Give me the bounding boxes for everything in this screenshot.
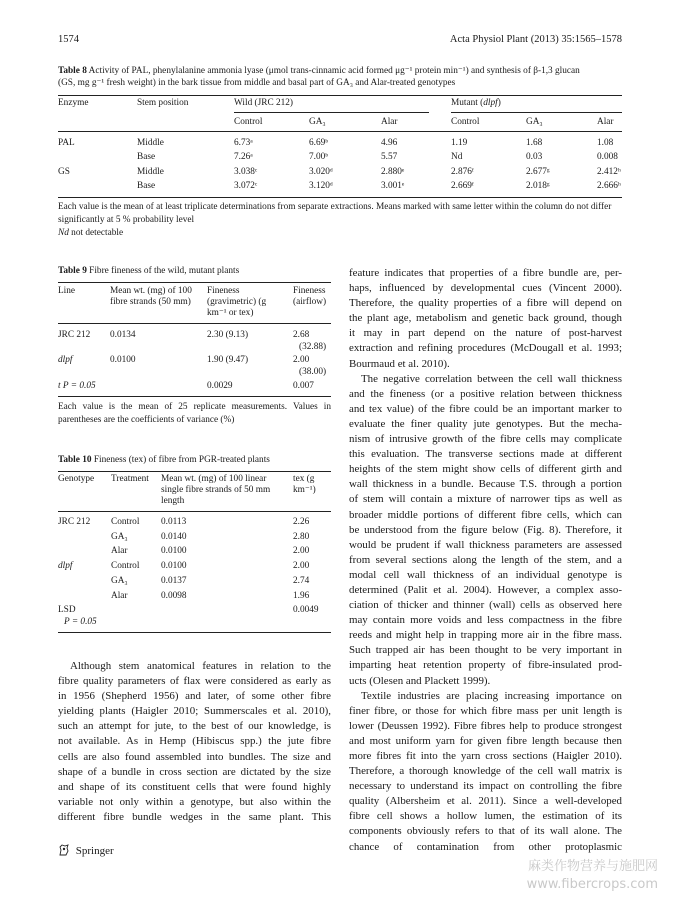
text-line: haps, influenced by developmental cues (Vincent 2000). xyxy=(349,282,622,295)
text-line: feature indicates that properties of a fibre bundle are, per- xyxy=(349,267,622,279)
table8-head-rule xyxy=(58,131,622,132)
t9-air-cv: (38.00) xyxy=(299,367,327,377)
text-line: it may in part depend on the nature of post-harvest xyxy=(349,327,622,340)
t10-genotype: dlpf xyxy=(58,561,73,571)
t8-mutant-label: Mutant (dlpf) xyxy=(451,98,501,108)
t8-value: 2.412ʰ xyxy=(597,167,621,177)
text-line: The negative correlation between the cell wall thickness xyxy=(361,372,622,385)
t10-tex: 1.96 xyxy=(293,591,310,601)
t9-col-mean: Mean wt. (mg) of 100 fibre strands (50 mm) xyxy=(110,286,192,307)
t8-col-stem: Stem position xyxy=(137,98,189,108)
t10-tex: 2.00 xyxy=(293,561,310,571)
site-watermark xyxy=(527,858,658,894)
text-line: and the fineness (or a positive relation between thickness xyxy=(349,387,622,400)
t8-col-mutant xyxy=(451,98,501,109)
text-line: fibre quality parameters of flax were considered as early as xyxy=(58,675,331,688)
t10-lsd-p: P = 0.05 xyxy=(64,617,97,627)
table10-bottom-rule xyxy=(58,632,331,633)
text-line: this evaluation. The transverse sections made at different xyxy=(349,448,622,461)
table10-label: Table 10 xyxy=(58,455,92,465)
t10-tex: 2.80 xyxy=(293,532,310,542)
t8-value: 3.038ᶜ xyxy=(234,167,258,177)
t8-value: 6.73ᵃ xyxy=(234,138,253,148)
table8-label: Table 8 xyxy=(58,66,87,76)
nd-abbrev: Nd xyxy=(58,228,69,238)
table8-top-rule xyxy=(58,95,622,96)
t10-mean: 0.0113 xyxy=(161,517,187,527)
t8-value: 1.19 xyxy=(451,138,468,148)
text-line: necessary to understand its impact on controlling the fibre xyxy=(349,780,622,793)
publisher-name: Springer xyxy=(75,845,114,857)
t10-mean: 0.0100 xyxy=(161,546,187,556)
t8-value: 2.880ᵉ xyxy=(381,167,405,177)
t8-sub-alar-wild: Alar xyxy=(381,117,398,127)
footer xyxy=(58,844,114,857)
t10-mean: 0.0100 xyxy=(161,561,187,571)
nd-meaning: not detectable xyxy=(68,228,124,238)
text-line: from several sections along the length of the stem, and a xyxy=(349,553,622,566)
t8-value: 3.072ᶜ xyxy=(234,181,258,191)
t8-value: 3.120ᵈ xyxy=(309,181,333,191)
t9-line: t P = 0.05 xyxy=(58,381,96,391)
text-line: be understood from the figure below (Fig. 8). Therefore, it xyxy=(349,523,622,536)
watermark-cn: 麻类作物营养与施肥网 xyxy=(527,859,658,874)
t10-treatment: Control xyxy=(111,517,140,527)
table8-bottom-rule xyxy=(58,197,622,198)
text-line: and tex value) of the fibre could be an important marker to xyxy=(349,402,622,415)
t10-treatment: Control xyxy=(111,561,140,571)
t10-tex: 2.26 xyxy=(293,517,310,527)
text-line: and shape of its constituent cells that were found highly xyxy=(58,780,331,793)
t9-grav: 1.90 (9.47) xyxy=(207,355,249,365)
text-line: evaluate the finer quality jute genotypes. But the mecha- xyxy=(349,417,622,430)
table8-caption-line1: Activity of PAL, phenylalanine ammonia lyase (μmol trans-cinnamic acid formed μg⁻¹ protein min⁻¹) and synthesis of β-1,3 glucan xyxy=(86,66,580,76)
t8-col-wild: Wild (JRC 212) xyxy=(234,98,294,108)
t9-air-cv: (32.88) xyxy=(299,342,327,352)
t8-sub-ga3-wild: GA₃ xyxy=(309,117,326,127)
t8-stem: Middle xyxy=(137,167,164,177)
table9-bottom-rule xyxy=(58,396,331,397)
text-line: nism of intrusive growth of the fibre cells may complicate xyxy=(349,433,622,446)
text-line: determined (Palit et al. 2004). However, a complex asso- xyxy=(349,583,622,596)
text-line: wall thickness in a bundle. Because T.S. through a portion xyxy=(349,478,622,491)
text-line: in 1956 (Shepherd 1956) and later, of some other fibre xyxy=(58,690,331,703)
text-line: ucts (Olesen and Plackett 1999). xyxy=(349,674,491,687)
t10-treatment: GA₃ xyxy=(111,576,128,586)
t8-value: 7.00ᵇ xyxy=(309,152,329,162)
table10-caption-text: Fineness (tex) of fibre from PGR-treated plants xyxy=(91,455,270,465)
t8-value: 4.96 xyxy=(381,138,398,148)
text-line: the plant age, metabolism and genetic back ground, though xyxy=(349,312,622,325)
watermark-url: www.fibercrops.com xyxy=(526,877,658,892)
t9-air: 0.007 xyxy=(293,381,314,391)
t9-grav: 2.30 (9.13) xyxy=(207,330,249,340)
text-line: may contain more voids and less compactness in the fibre xyxy=(349,614,622,627)
t9-col-air: Fineness (airflow) xyxy=(293,286,327,307)
t8-value: 2.666ʰ xyxy=(597,181,621,191)
t8-value: 2.018ᵍ xyxy=(526,181,550,191)
t9-line: JRC 212 xyxy=(58,330,91,340)
t10-lsd-value: 0.0049 xyxy=(293,605,319,615)
t10-treatment: Alar xyxy=(111,546,128,556)
table8-footnote: Each value is the mean of at least triplicate determinations from separate extractions. Means marked with same letter within the column do not differ significantly at 5 % probability level xyxy=(58,202,612,225)
t8-value: 5.57 xyxy=(381,152,398,162)
text-line: Such trapped air has been thought to be very important in xyxy=(349,644,622,657)
t10-col-genotype: Genotype xyxy=(58,474,95,484)
t8-value: 6.69ᵇ xyxy=(309,138,329,148)
text-line: heights of the stem might show cells of different girth and xyxy=(349,463,622,476)
table9-caption-text: Fibre fineness of the wild, mutant plants xyxy=(86,266,240,276)
t10-tex: 2.74 xyxy=(293,576,310,586)
text-line: such an attempt for jute, to the best of our knowledge, is xyxy=(58,720,331,733)
t8-enzyme: GS xyxy=(58,167,70,177)
t8-mutant-subrule xyxy=(451,112,622,113)
text-line: shape of a bundle in cross section are dictated by the size xyxy=(58,765,331,778)
text-line: fibre cell shows a hollow lumen, the estimation of its xyxy=(349,810,622,823)
text-line: Although stem anatomical features in relation to the xyxy=(70,660,331,672)
t8-stem: Middle xyxy=(137,138,164,148)
table9-top-rule xyxy=(58,282,331,283)
t10-genotype: JRC 212 xyxy=(58,517,91,527)
table10-caption xyxy=(58,455,270,467)
t8-value: 3.001ᵉ xyxy=(381,181,405,191)
t10-treatment: GA₃ xyxy=(111,532,128,542)
t8-value: 0.008 xyxy=(597,152,618,162)
t8-value: 2.677ᵍ xyxy=(526,167,550,177)
t9-mean: 0.0100 xyxy=(110,355,136,365)
t10-col-mean: Mean wt. (mg) of 100 linear single fibre strands of 50 mm length xyxy=(161,474,271,506)
text-line: and most uniform yarn for given fibre length because then xyxy=(349,734,622,747)
text-line: chance of contamination from other protoplasmic xyxy=(349,840,622,853)
t8-value: Nd xyxy=(451,152,463,162)
t9-col-grav: Fineness (gravimetric) (g km⁻¹ or tex) xyxy=(207,286,267,318)
t8-value: 1.68 xyxy=(526,138,543,148)
t8-value: 1.08 xyxy=(597,138,614,148)
t8-sub-control-mut: Control xyxy=(451,117,480,127)
table8-caption-line2: (GS, mg g⁻¹ fresh weight) in the bark tissue from middle and basal part of GA₃ and Alar-treated genotypes xyxy=(58,77,456,88)
t10-lsd: LSD xyxy=(58,605,76,615)
text-line: reeds and might help in trapping more air in the fibre mass. xyxy=(349,629,622,642)
t10-col-tex: tex (g km⁻¹) xyxy=(293,474,316,495)
t10-tex: 2.00 xyxy=(293,546,310,556)
text-line: cells are also found assembled into bundles. The size and xyxy=(58,750,331,763)
table9-caption xyxy=(58,266,239,278)
table8-nd-note xyxy=(58,227,123,240)
t8-value: 7.26ᵃ xyxy=(234,152,253,162)
text-line: Therefore, a thorough knowledge of the cell wall matrix is xyxy=(349,765,622,778)
table10-head-rule xyxy=(58,511,331,512)
t8-sub-control-wild: Control xyxy=(234,117,263,127)
t10-mean: 0.0098 xyxy=(161,591,187,601)
text-line: quality (Albersheim et al. 2011). Since a well-developed xyxy=(349,795,622,808)
t10-treatment: Alar xyxy=(111,591,128,601)
text-line: not available. As in Hemp (Hibiscus spp.) the jute fibre xyxy=(58,735,331,748)
t8-sub-ga3-mut: GA₃ xyxy=(526,117,543,127)
right-column-body xyxy=(349,266,622,855)
text-line: components obviously refers to that of its wall alone. The xyxy=(349,825,622,838)
text-line: ciation of thicker and thinner (wall) cells as observed here xyxy=(349,599,622,612)
t9-air: 2.68 xyxy=(293,330,310,340)
t8-enzyme: PAL xyxy=(58,138,75,148)
t8-wild-subrule xyxy=(234,112,429,113)
t9-mean: 0.0134 xyxy=(110,330,136,340)
t9-line: dlpf xyxy=(58,355,73,365)
t8-col-enzyme: Enzyme xyxy=(58,98,89,108)
text-line: of stem will contain a mixture of narrower tips as well as xyxy=(349,493,622,506)
table9-head-rule xyxy=(58,323,331,324)
t8-value: 0.03 xyxy=(526,152,543,162)
text-line: variable not only within a genotype, but also within the xyxy=(58,795,331,808)
text-line: more fibres fit into the yarn cross sections (Haigler 2010). xyxy=(349,750,622,762)
text-line: Textile industries are placing increasing importance on xyxy=(361,689,622,702)
text-line: finer fibre, or those for which fibre mass per unit length is xyxy=(349,704,622,717)
t8-value: 2.876ᶠ xyxy=(451,167,474,177)
t8-sub-alar-mut: Alar xyxy=(597,117,614,127)
table10-top-rule xyxy=(58,471,331,472)
table8-caption xyxy=(58,66,628,89)
text-line: yielding plants (Haigler 2010; Summerscales et al. 2010), xyxy=(58,705,331,718)
text-line: would be prudent if wall thickness parameters are assessed xyxy=(349,538,622,551)
text-line: different fibre bundle wedges in the same plant. This xyxy=(58,810,331,823)
journal-citation: Acta Physiol Plant (2013) 35:1565–1578 xyxy=(449,34,622,45)
page-number: 1574 xyxy=(58,34,79,45)
left-column-body xyxy=(58,659,331,825)
text-line: Therefore, the quality properties of a fibre will depend on xyxy=(349,297,622,310)
t8-stem: Base xyxy=(137,152,156,162)
t9-air: 2.00 xyxy=(293,355,310,365)
t8-stem: Base xyxy=(137,181,156,191)
text-line: modal cell wall thickness of an individual genotype is xyxy=(349,568,622,581)
t9-grav: 0.0029 xyxy=(207,381,233,391)
table9-label: Table 9 xyxy=(58,266,87,276)
text-line: extraction and refining procedures (McDougall et al. 1993; xyxy=(349,342,622,355)
text-line: imparting heat retention property of fibre-insulated prod- xyxy=(349,659,622,672)
t10-mean: 0.0137 xyxy=(161,576,187,586)
text-line: broader middle portions of different fibre cells, which can xyxy=(349,508,622,521)
text-line: lower (Deussen 1992). Fibre fibres help to produce strongest xyxy=(349,719,622,732)
t9-col-line: Line xyxy=(58,286,76,296)
springer-horse-icon xyxy=(58,844,70,856)
t8-value: 3.020ᵈ xyxy=(309,167,333,177)
text-line: Bourmaud et al. 2010). xyxy=(349,357,450,370)
t10-mean: 0.0140 xyxy=(161,532,187,542)
t8-value: 2.669ᶠ xyxy=(451,181,474,191)
t10-col-treatment: Treatment xyxy=(111,474,149,484)
table9-footnote: Each value is the mean of 25 replicate measurements. Values in parentheses are the coefficients of variance (%) xyxy=(58,402,331,425)
